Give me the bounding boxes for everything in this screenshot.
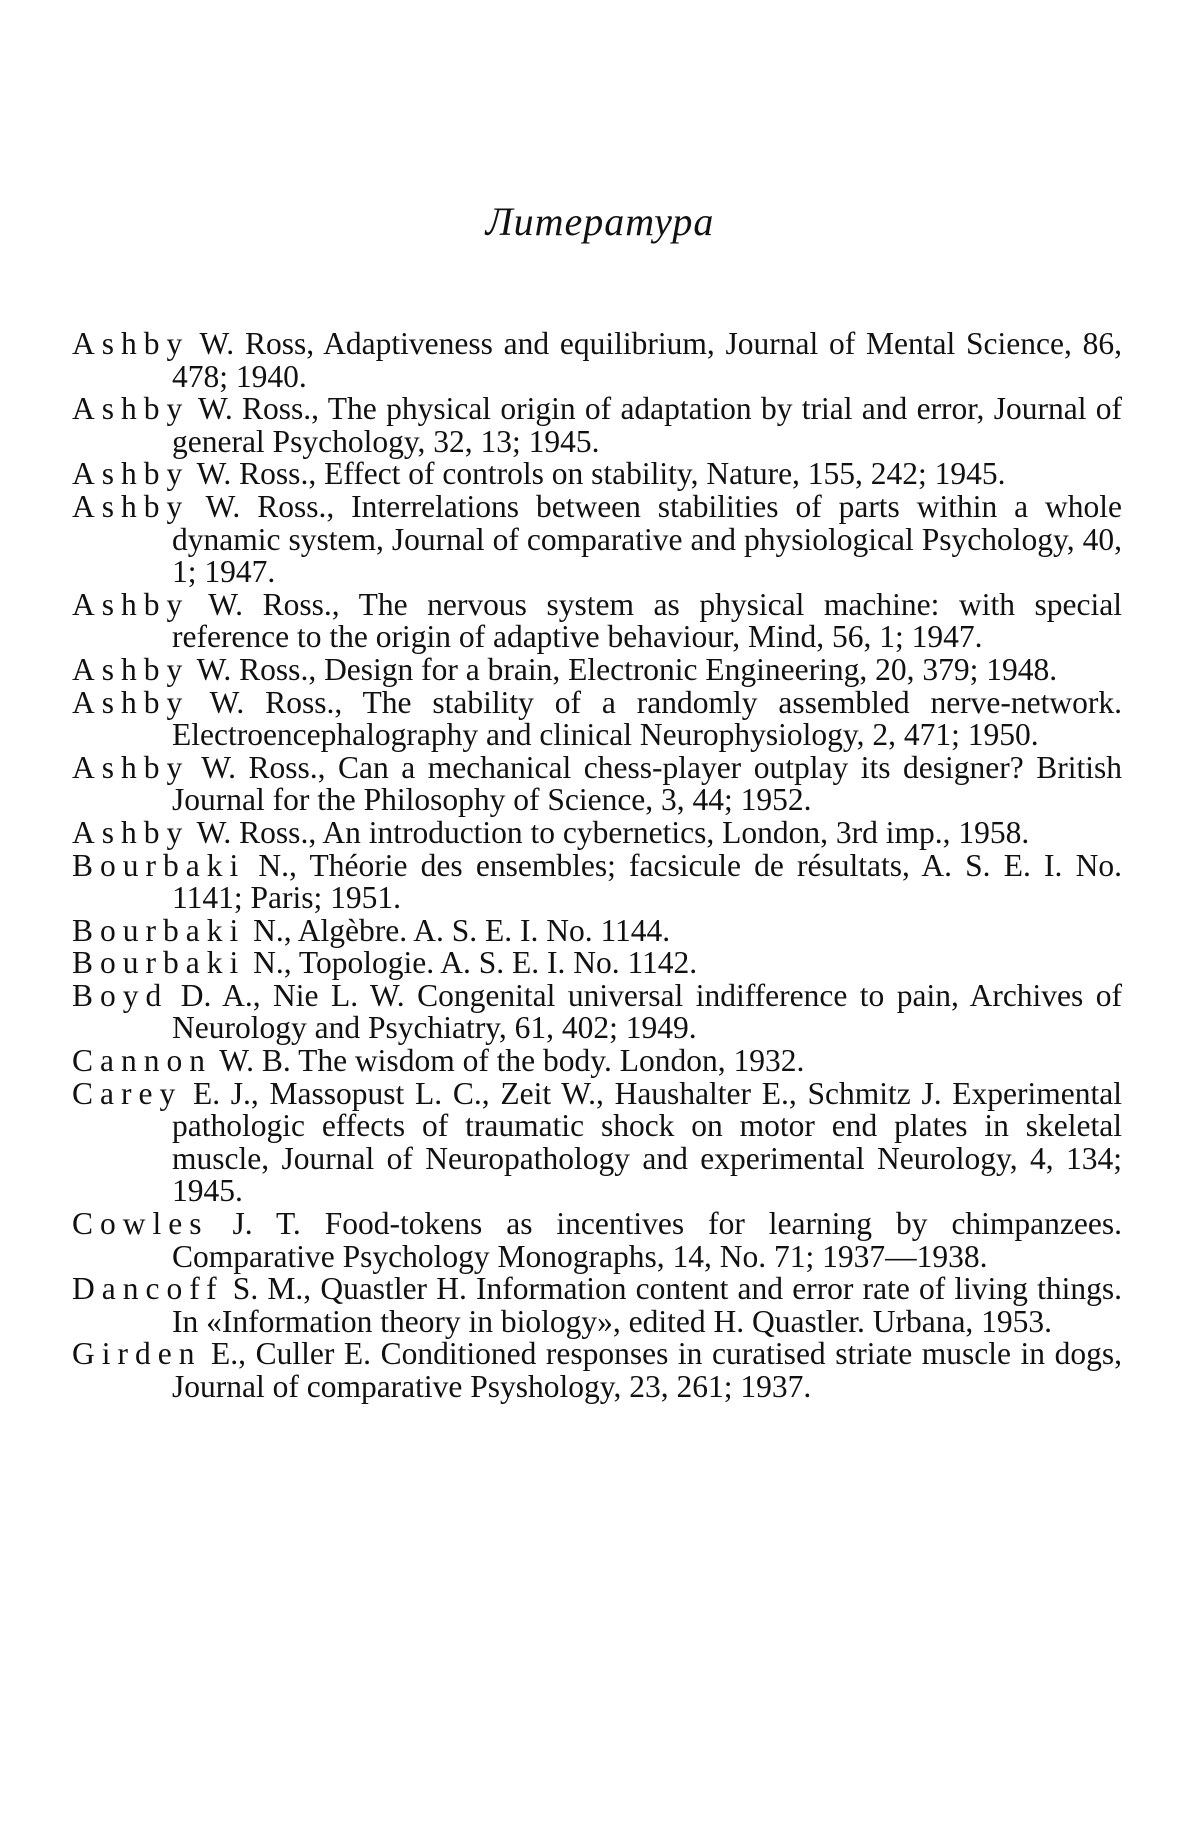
reference-author: Bourbaki xyxy=(72,912,246,948)
reference-author: Ashby xyxy=(72,651,190,687)
reference-entry xyxy=(72,651,1122,687)
reference-author: Cowles xyxy=(72,1206,209,1242)
reference-details: E. J., Massopust L. C., Zeit W., Haushalter E., Schmitz J. Experimental pathologic effects of traumatic shock on motor end plates in skeletal muscle, Journal of Neuropathology and experimental Neurology, 4, 134; 1945. xyxy=(172,1075,1122,1209)
reference-details: W. Ross., An introduction to cybernetics, London, 3rd imp., 1958. xyxy=(189,814,1030,850)
reference-author: Ashby xyxy=(72,391,190,427)
reference-details: W. Ross., The nervous system as physical machine: with special reference to the origin of adaptive behaviour, Mind, 56, 1; 1947. xyxy=(172,586,1122,655)
reference-author: Girden xyxy=(72,1336,202,1372)
reference-details: W. Ross, Adaptiveness and equilibrium, Journal of Mental Science, 86, 478; 1940. xyxy=(172,326,1122,394)
reference-author: Cannon xyxy=(72,1043,212,1079)
reference-details: W. B. The wisdom of the body. London, 1932. xyxy=(212,1043,805,1079)
reference-details: W. Ross., Effect of controls on stability, Nature, 155, 242; 1945. xyxy=(189,456,1006,492)
reference-details: W. Ross., The physical origin of adaptation by trial and error, Journal of general Psychology, 32, 13; 1945. xyxy=(172,391,1122,459)
reference-details: W. Ross., Can a mechanical chess-player outplay its designer? British Journal for the Philosophy of Science, 3, 44; 1952. xyxy=(172,749,1122,818)
reference-author: Ashby xyxy=(72,488,190,524)
reference-entry xyxy=(72,947,1122,980)
reference-author: Ashby xyxy=(72,326,190,361)
reference-details: W. Ross., Interrelations between stabilities of parts within a whole dynamic system, Journal of comparative and physiological Psychology, 40, 1; 1947. xyxy=(172,488,1122,590)
reference-entry xyxy=(72,977,1122,1046)
reference-author: Bourbaki xyxy=(72,945,246,981)
reference-entry xyxy=(72,912,1122,948)
reference-entry xyxy=(72,393,1122,458)
reference-entry xyxy=(72,814,1122,850)
reference-list xyxy=(72,328,1122,1404)
reference-details: N., Théorie des ensembles; facsicule de résultats, A. S. E. I. No. 1141; Paris; 1951. xyxy=(172,847,1122,916)
reference-entry xyxy=(72,1045,1122,1078)
reference-entry xyxy=(72,684,1122,753)
reference-entry xyxy=(72,586,1122,655)
reference-entry xyxy=(72,328,1122,393)
reference-entry xyxy=(72,1273,1122,1338)
reference-entry xyxy=(72,488,1122,590)
page-heading: Литература xyxy=(485,199,715,244)
reference-author: Dancoff xyxy=(72,1271,224,1307)
reference-entry xyxy=(72,1075,1122,1209)
reference-details: J. T. Food-tokens as incentives for learning by chimpanzees. Comparative Psychology Monographs, 14, No. 71; 1937—1938. xyxy=(172,1206,1122,1274)
reference-details: N., Algèbre. A. S. E. I. No. 1144. xyxy=(245,912,671,948)
reference-entry xyxy=(72,458,1122,491)
reference-author: Ashby xyxy=(72,586,190,622)
reference-entry xyxy=(72,749,1122,818)
reference-author: Carey xyxy=(72,1075,183,1111)
reference-author: Ashby xyxy=(72,814,190,850)
reference-entry xyxy=(72,1208,1122,1273)
reference-author: Bourbaki xyxy=(72,847,246,883)
reference-entry xyxy=(72,1338,1122,1403)
reference-author: Ashby xyxy=(72,749,190,785)
reference-details: D. A., Nie L. W. Congenital universal indifference to pain, Archives of Neurology and Psychiatry, 61, 402; 1949. xyxy=(168,977,1122,1046)
reference-entry xyxy=(72,847,1122,916)
reference-details: E., Culler E. Conditioned responses in curatised striate muscle in dogs, Journal of comparative Psyshology, 23, 261; 1937. xyxy=(172,1336,1122,1404)
reference-details: W. Ross., Design for a brain, Electronic Engineering, 20, 379; 1948. xyxy=(189,651,1058,687)
reference-details: S. M., Quastler H. Information content and error rate of living things. In «Information theory in biology», edited H. Quastler. Urbana, 1953. xyxy=(172,1271,1122,1339)
reference-author: Ashby xyxy=(72,456,190,492)
reference-author: Boyd xyxy=(72,977,169,1013)
reference-author: Ashby xyxy=(72,684,190,720)
reference-details: W. Ross., The stability of a randomly assembled nerve-network. Electroencephalography and clinical Neurophysiology, 2, 471; 1950. xyxy=(172,684,1122,753)
reference-details: N., Topologie. A. S. E. I. No. 1142. xyxy=(245,945,698,981)
